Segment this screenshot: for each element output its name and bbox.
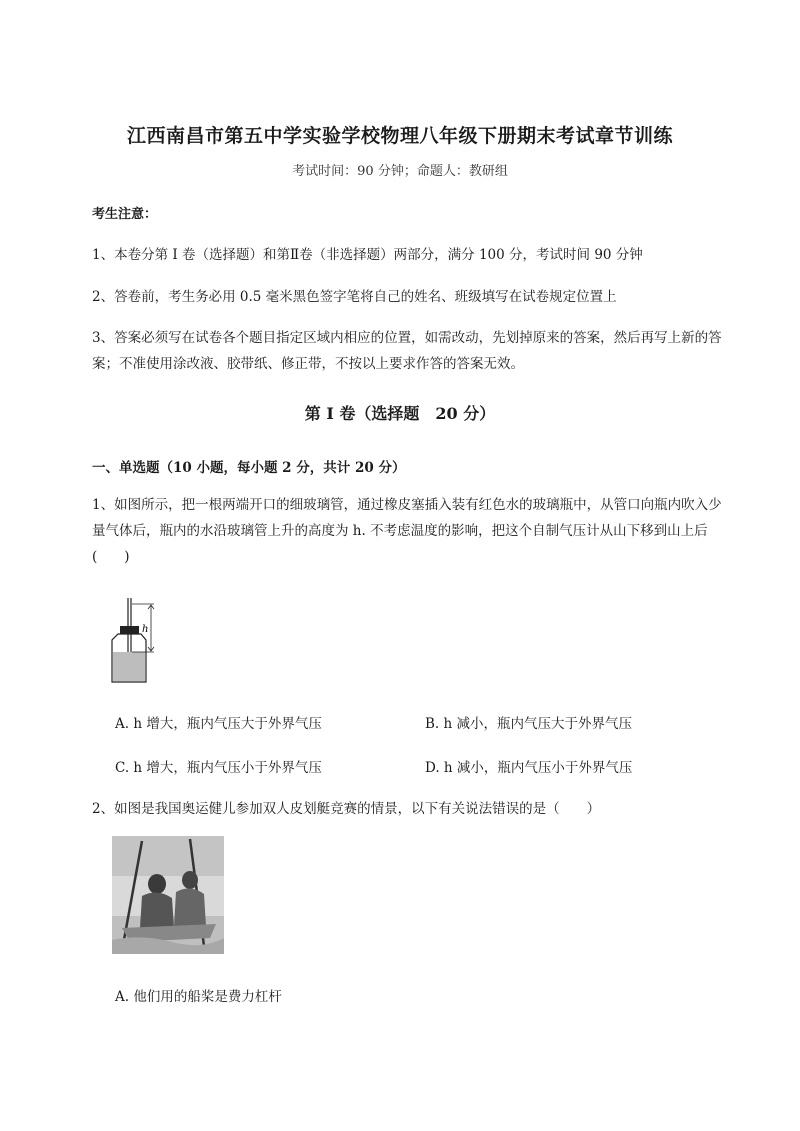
- q1-option-a: A. h 增大，瓶内气压大于外界气压: [115, 716, 322, 732]
- document-title: 江西南昌市第五中学实验学校物理八年级下册期末考试章节训练: [126, 125, 673, 147]
- notes-heading: 考生注意：: [92, 207, 158, 222]
- exam-info: 考试时间：90 分钟；命题人：教研组: [292, 164, 508, 179]
- question-1-text: 1、如图所示，把一根两端开口的细玻璃管，通过橡皮塞插入装有红色水的玻璃瓶中，从管口向瓶内吹入少量气体后，瓶内的水沿玻璃管上升的高度为 h. 不考虑温度的影响，把这个自制气压计从山下移到山上后( ): [92, 497, 722, 565]
- note-item-3: 3、答案必须写在试卷各个题目指定区域内相应的位置，如需改动，先划掉原来的答案，然后再写上新的答案；不准使用涂改液、胶带纸、修正带，不按以上要求作答的答案无效。: [92, 330, 722, 372]
- part-heading: 一、单选题（10 小题，每小题 2 分，共计 20 分）: [92, 460, 406, 476]
- note-item-2: 2、答卷前，考生务必用 0.5 毫米黑色签字笔将自己的姓名、班级填写在试卷规定位置上: [92, 289, 617, 305]
- height-label: h: [142, 624, 149, 635]
- question-2-text: 2、如图是我国奥运健儿参加双人皮划艇竞赛的情景，以下有关说法错误的是（ ）: [92, 801, 601, 817]
- note-item-1: 1、本卷分第 I 卷（选择题）和第Ⅱ卷（非选择题）两部分，满分 100 分，考试时间 90 分钟: [92, 247, 643, 263]
- kayak-photo: [112, 836, 224, 954]
- q2-option-a: A. 他们用的船桨是费力杠杆: [115, 989, 282, 1005]
- q1-option-b: B. h 减小，瓶内气压大于外界气压: [425, 716, 632, 732]
- barometer-bottle-figure: [108, 596, 166, 686]
- section-title: 第 I 卷（选择题 20 分）: [304, 404, 496, 423]
- q1-option-c: C. h 增大，瓶内气压小于外界气压: [115, 760, 322, 776]
- q1-option-d: D. h 减小，瓶内气压小于外界气压: [425, 760, 633, 776]
